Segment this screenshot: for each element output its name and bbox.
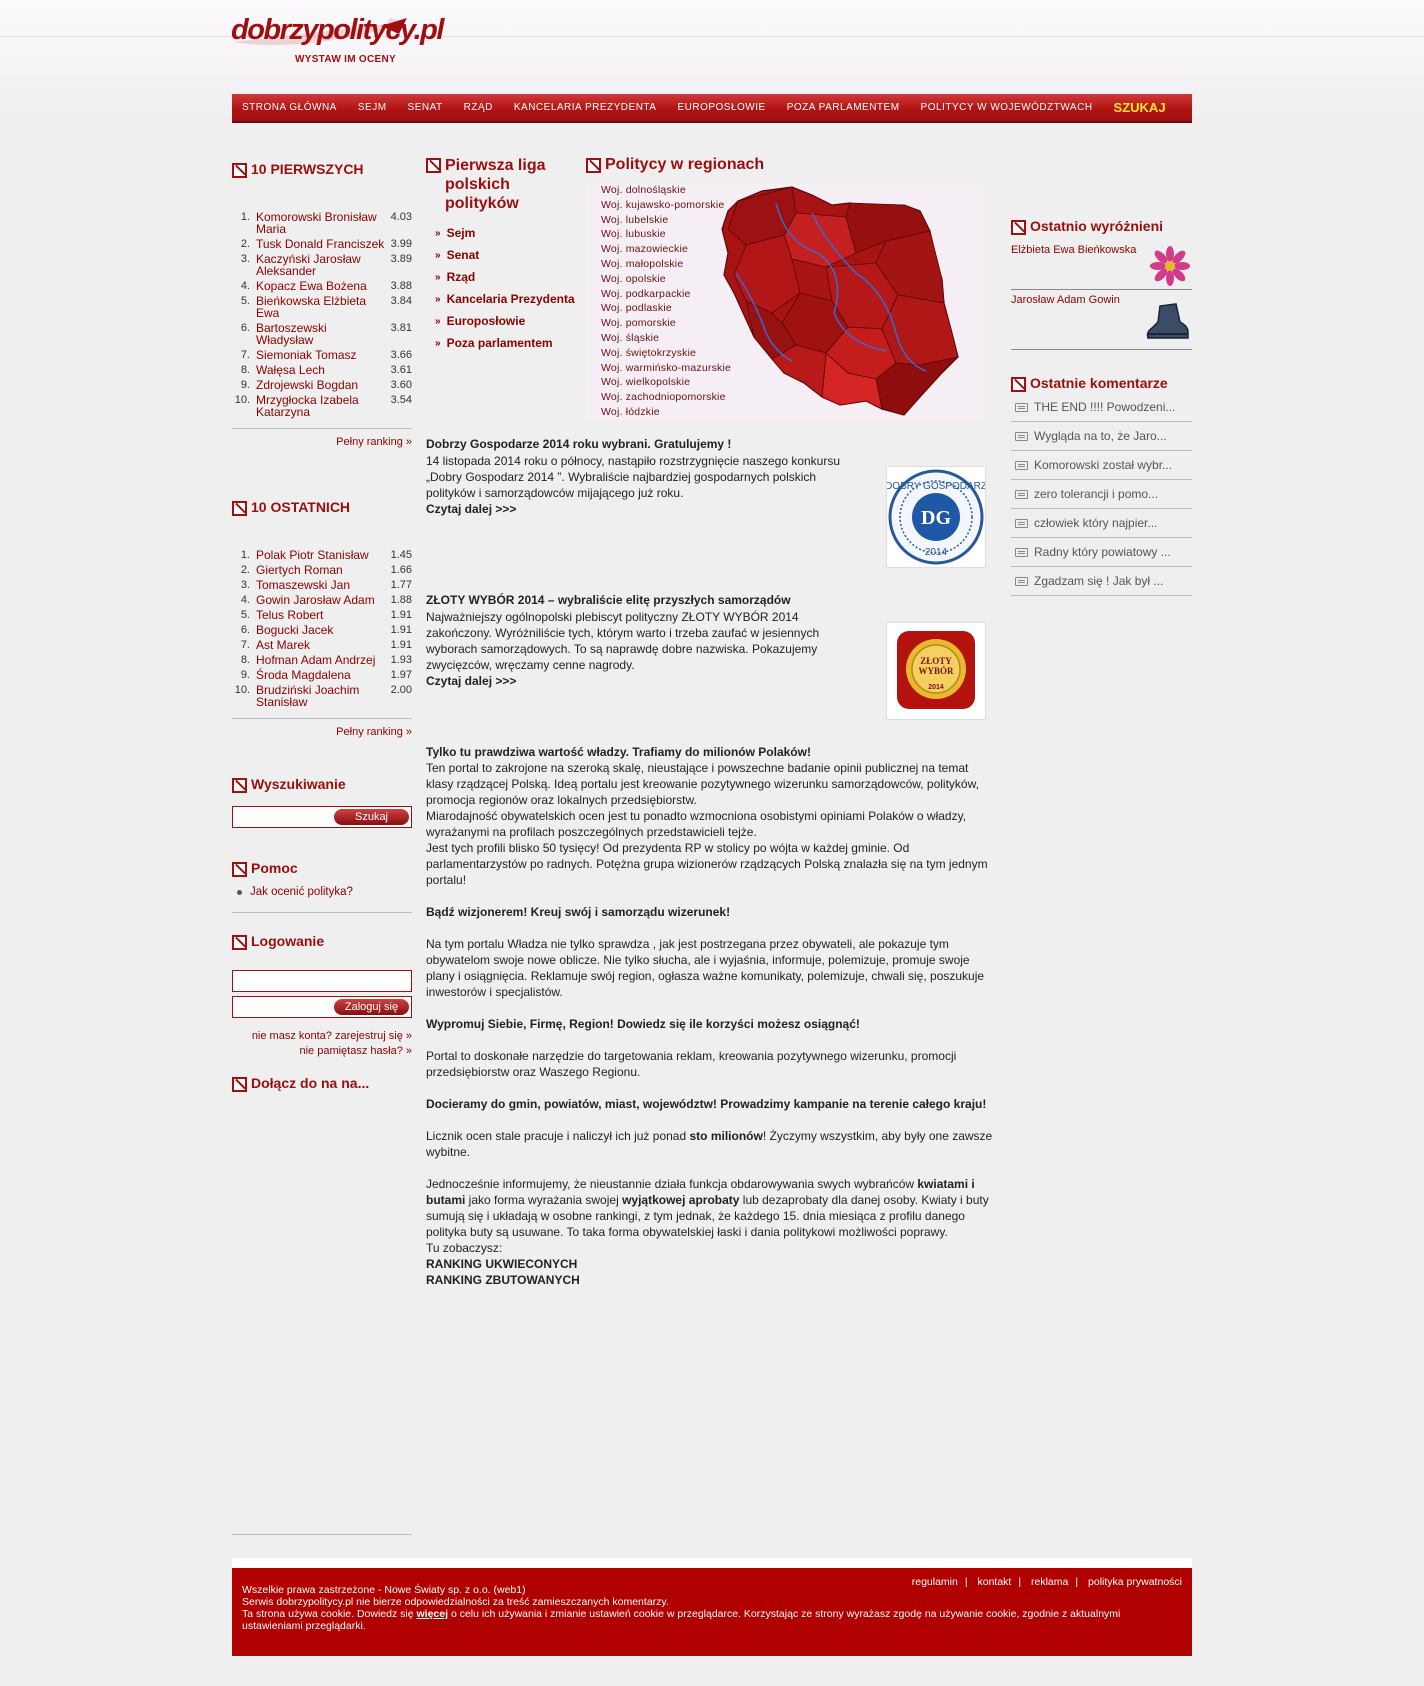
paragraph: Jest tych profili blisko 50 tysięcy! Od prezydenta RP w stolicy po wójta w każdej gminie. Od parlamentarzystów po radnych. Potężna grupa wizionerów rządzących Polską znalazła się na tym jednym portalu! (426, 841, 988, 887)
seal-icon (887, 467, 985, 567)
top10-section (232, 161, 412, 448)
paragraph: Portal to doskonałe narzędzie do targetowania reklam, kreowania pozytywnego wizerunku, promocji przedsiębiorstw oraz Waszego Regionu. (426, 1049, 957, 1079)
search-input[interactable] (232, 806, 412, 828)
rating-value: 1.91 (390, 609, 412, 621)
region-link[interactable]: Woj. pomorskie (601, 317, 676, 330)
rank-number: 5. (240, 609, 250, 621)
laurel-badge-icon (887, 623, 985, 719)
comment-icon (1015, 548, 1028, 557)
league-link[interactable]: » Poza parlamentem (435, 336, 553, 350)
politician-link[interactable]: Polak Piotr Stanisław (256, 548, 369, 562)
ranking-row[interactable] (232, 394, 412, 418)
comment-item[interactable]: Radny który powiatowy ... (1011, 538, 1192, 567)
rating-value: 1.88 (390, 594, 412, 606)
svg-text:ZŁOTY: ZŁOTY (920, 656, 952, 666)
rank-number: 4. (240, 594, 250, 606)
chevron-right-icon: » (435, 271, 441, 283)
comment-icon (1015, 490, 1028, 499)
ranking-row[interactable] (232, 639, 412, 651)
login-title: Logowanie (232, 933, 412, 950)
politician-link[interactable]: Bieńkowska Elżbieta Ewa (256, 294, 367, 320)
chevron-right-icon: » (435, 227, 441, 239)
arrow-icon (232, 501, 247, 516)
login-password-field[interactable] (232, 996, 412, 1018)
ranking-row[interactable] (232, 579, 412, 591)
rank-number: 6. (240, 322, 250, 334)
politician-link[interactable]: Gowin Jarosław Adam (256, 593, 375, 607)
footer-link-kontakt[interactable]: kontakt (977, 1576, 1012, 1588)
top10-list (232, 211, 412, 418)
regions-title-wrap (586, 156, 764, 174)
rating-value: 3.81 (390, 322, 412, 334)
rating-value: 1.66 (390, 564, 412, 576)
politician-link[interactable]: Środa Magdalena (256, 668, 351, 682)
rank-number: 8. (240, 654, 250, 666)
region-link[interactable]: Woj. podlaskie (601, 302, 672, 315)
region-link[interactable]: Woj. lubuskie (601, 228, 666, 241)
paragraph: Ten portal to zakrojone na szeroką skalę, nieustające i powszechne badanie opinii publicznej na temat klasy rządzącej Polską. Ideą portalu jest kreowanie pozytywnego wizerunku samorządowców, polityków, promocja regionów oraz lokalnych przedsiębiorstw. (426, 761, 979, 807)
rank-number: 7. (240, 639, 250, 651)
chevron-right-icon: » (435, 293, 441, 305)
comment-item[interactable]: Zgadzam się ! Jak był ... (1011, 567, 1192, 596)
league-link[interactable]: » Europosłowie (435, 314, 526, 328)
region-link[interactable]: Woj. świętokrzyskie (601, 346, 697, 359)
login-username-field[interactable] (232, 970, 412, 992)
nav-poza-parlamentem[interactable]: POZA PARLAMENTEM (786, 102, 900, 113)
rating-value: 3.84 (390, 295, 412, 307)
league-link[interactable]: » Sejm (435, 226, 476, 240)
ranking-row[interactable] (232, 609, 412, 621)
article-main (426, 744, 998, 1288)
ranking-shoes-link[interactable]: RANKING ZBUTOWANYCH (426, 1273, 580, 1287)
politician-link[interactable]: Bogucki Jacek (256, 623, 334, 637)
article-body: 14 listopada 2014 roku o północy, nastąpiło rozstrzygnięcie naszego konkursu „Dobry Gospodarz 2014 ”. Wybraliście najbardziej gospodarnych polskich polityków i samorządowców mijającego już roku. (426, 454, 841, 500)
svg-text:WYBÓR: WYBÓR (918, 666, 954, 676)
site-logo[interactable] (231, 12, 443, 68)
arrow-icon (1011, 220, 1026, 235)
bottom10-more-link[interactable]: Pełny ranking » (336, 726, 412, 738)
join-title: Dołącz do na na... (232, 1075, 412, 1092)
heading: Bądź wizjonerem! Kreuj swój i samorządu wizerunek! (426, 905, 731, 919)
league-title: Pierwsza liga polskich polityków (426, 156, 576, 213)
heading: Wypromuj Siebie, Firmę, Region! Dowiedz się ile korzyści możesz osiągnąć! (426, 1017, 860, 1031)
rating-value: 1.91 (390, 624, 412, 636)
region-link[interactable]: Woj. łódzkie (601, 405, 660, 418)
login-section (232, 933, 412, 1057)
main-nav (232, 94, 1192, 123)
ranking-row[interactable] (232, 238, 412, 250)
politician-link[interactable]: Telus Robert (256, 608, 324, 622)
politician-link[interactable]: Zdrojewski Bogdan (256, 378, 359, 392)
ranking-row[interactable] (232, 322, 412, 346)
nav-home[interactable]: STRONA GŁÓWNA (242, 102, 337, 113)
arrow-icon (426, 158, 441, 173)
footer-cookie-notice: Ta strona używa cookie. Dowiedz się więcej o celu ich używania i zmianie ustawień cookie w przeglądarce. Korzystając ze strony wyrażasz zgodę na używanie cookie, zgodnie z aktualnymi ustawieniami przeglądarki. (242, 1608, 1121, 1632)
ranking-row[interactable] (232, 295, 412, 319)
search-button[interactable]: Szukaj (334, 809, 409, 825)
league-link[interactable]: » Kancelaria Prezydenta (435, 292, 575, 306)
bottom10-list (232, 549, 412, 708)
ranking-row[interactable] (232, 594, 412, 606)
league-link[interactable]: » Senat (435, 248, 480, 262)
chevron-right-icon: » (435, 315, 441, 327)
league-section (426, 156, 576, 354)
comment-item[interactable]: zero tolerancji i pomo... (1011, 480, 1192, 509)
ranking-row[interactable] (232, 364, 412, 376)
rank-number: 5. (240, 295, 250, 307)
recent-name[interactable]: Jarosław Adam Gowin (1011, 294, 1120, 306)
recent-name[interactable]: Elżbieta Ewa Bieńkowska (1011, 244, 1137, 256)
help-link[interactable]: Jak ocenić polityka? (250, 886, 353, 898)
rating-value: 4.03 (390, 211, 412, 223)
nav-sejm[interactable]: SEJM (357, 102, 387, 113)
politician-link[interactable]: Siemoniak Tomasz (256, 348, 357, 362)
footer-disclaimer: Serwis dobrzypolitycy.pl nie bierze odpowiedzialności za treść zamieszczanych komentarzy. (242, 1596, 669, 1608)
comments-title: Ostatnie komentarze (1011, 375, 1192, 392)
region-link[interactable]: Woj. dolnośląskie (601, 184, 686, 196)
comment-item[interactable]: Komorowski został wybr... (1011, 451, 1192, 480)
heading: Docieramy do gmin, powiatów, miast, województw! Prowadzimy kampanie na terenie całego kraju! (426, 1097, 987, 1111)
region-link[interactable]: Woj. warmińsko-mazurskie (601, 361, 732, 374)
politician-link[interactable]: Kaczyński Jarosław Aleksander (256, 252, 361, 278)
rating-value: 3.99 (390, 238, 412, 250)
footer (232, 1568, 1192, 1656)
article-title[interactable]: ZŁOTY WYBÓR 2014 – wybraliście elitę przyszłych samorządów (426, 593, 791, 607)
politician-link[interactable]: Hofman Adam Andrzej (256, 653, 376, 667)
ranking-row[interactable] (232, 654, 412, 666)
rank-number: 3. (240, 579, 250, 591)
read-more-link[interactable]: Czytaj dalej >>> (426, 674, 517, 688)
rank-number: 10. (234, 684, 250, 696)
flower-icon (1150, 246, 1190, 286)
paragraph: Tu zobaczysz: (426, 1241, 503, 1255)
region-link[interactable]: Woj. małopolskie (601, 257, 684, 270)
article-title[interactable]: Dobrzy Gospodarze 2014 roku wybrani. Gratulujemy ! (426, 437, 732, 451)
read-more-link[interactable]: Czytaj dalej >>> (426, 502, 517, 516)
ranking-row[interactable] (232, 379, 412, 391)
comment-icon (1015, 519, 1028, 528)
rating-value: 1.91 (390, 639, 412, 651)
footer-link-privacy[interactable]: polityka prywatności (1088, 1576, 1182, 1588)
league-link[interactable]: » Rząd (435, 270, 476, 284)
svg-text:2014: 2014 (924, 547, 948, 558)
footer-copyright: Wszelkie prawa zastrzeżone - Nowe Światy sp. z o.o. (web1) (242, 1584, 526, 1596)
ranking-row[interactable] (232, 669, 412, 681)
bottom10-title: 10 OSTATNICH (232, 499, 412, 516)
politician-link[interactable]: Giertych Roman (256, 563, 343, 577)
rank-number: 1. (240, 549, 250, 561)
ranking-row[interactable] (232, 549, 412, 561)
politician-link[interactable]: Wałęsa Lech (256, 363, 325, 377)
divider (232, 718, 412, 719)
league-list (426, 222, 576, 354)
arrow-icon (232, 778, 247, 793)
comment-icon (1015, 403, 1028, 412)
rank-number: 7. (240, 349, 250, 361)
footer-link-regulamin[interactable]: regulamin (911, 1576, 958, 1588)
divider (232, 1534, 412, 1535)
nav-rzad[interactable]: RZĄD (463, 102, 493, 113)
region-link[interactable]: Woj. opolskie (601, 272, 666, 285)
region-link[interactable]: Woj. lubelskie (601, 213, 669, 226)
rating-value: 3.61 (390, 364, 412, 376)
recent-item[interactable] (1011, 244, 1192, 290)
ranking-row[interactable] (232, 211, 412, 235)
zloty-wybor-badge[interactable] (886, 622, 986, 720)
rating-value: 3.89 (390, 253, 412, 265)
chevron-right-icon: » (435, 249, 441, 261)
politician-link[interactable]: Kopacz Ewa Bożena (256, 279, 367, 293)
arrow-icon (586, 158, 601, 173)
regions-list (601, 183, 731, 420)
region-link[interactable]: Woj. podkarpackie (601, 287, 691, 300)
svg-text:2014: 2014 (928, 684, 944, 691)
nav-search[interactable]: SZUKAJ (1113, 100, 1166, 115)
cookie-more-link[interactable]: więcej (416, 1608, 449, 1620)
paragraph: Miarodajność obywatelskich ocen jest tu ponadto wzmocniona osobistymi opiniami Polaków o władzy, wyrażanymi na profilach poszczególnych przedstawicieli tejże. (426, 809, 967, 839)
comment-icon (1015, 577, 1028, 586)
rating-value: 1.93 (390, 654, 412, 666)
rank-number: 8. (240, 364, 250, 376)
politician-link[interactable]: Komorowski Bronisław Maria (256, 210, 377, 236)
bottom10-section (232, 499, 412, 738)
rating-value: 1.97 (390, 669, 412, 681)
ranking-flowers-link[interactable]: RANKING UKWIECONYCH (426, 1257, 578, 1271)
article-title: Tylko tu prawdziwa wartość władzy. Trafiamy do milionów Polaków! (426, 745, 811, 759)
paragraph: Na tym portalu Władza nie tylko sprawdza , jak jest postrzegana przez obywateli, ale pokazuje tym obywatelom swoje nowe oblicze. Nie tylko słucha, ale i wyjaśnia, informuje, polemizuje, promuje swoje plany i osiągnięcia. Reklamuje swój region, ogłasza ważne komunikaty, polemizuje, chwali się, poszukuje inwestorów i specjalistów. (426, 937, 985, 999)
ranking-row[interactable] (232, 564, 412, 576)
search-title: Wyszukiwanie (232, 776, 412, 793)
header-divider (0, 36, 1424, 37)
region-link[interactable]: Woj. zachodniopomorskie (601, 391, 726, 404)
rank-number: 2. (240, 564, 250, 576)
rating-value: 2.00 (390, 684, 412, 696)
top10-title: 10 PIERWSZYCH (232, 161, 412, 178)
bullet-icon (237, 890, 242, 895)
divider (232, 428, 412, 429)
comment-icon (1015, 461, 1028, 470)
politician-link[interactable]: Ast Marek (256, 638, 311, 652)
logo-tagline: WYSTAW IM OCENY (295, 54, 396, 65)
comment-item[interactable]: Wygląda na to, że Jaro... (1011, 422, 1192, 451)
comment-item[interactable]: THE END !!!! Powodzeni... (1011, 393, 1192, 422)
ranking-row[interactable] (232, 280, 412, 292)
ranking-row[interactable] (232, 684, 412, 708)
join-section (232, 1075, 412, 1092)
rating-value: 3.54 (390, 394, 412, 406)
search-section (232, 776, 412, 828)
nav-europoslowie[interactable]: EUROPOSŁOWIE (677, 102, 766, 113)
chevron-right-icon: » (435, 337, 441, 349)
ranking-row[interactable] (232, 624, 412, 636)
register-link[interactable]: nie masz konta? zarejestruj się » (251, 1030, 412, 1042)
rank-number: 3. (240, 253, 250, 265)
nav-senat[interactable]: SENAT (407, 102, 443, 113)
rank-number: 9. (240, 669, 250, 681)
rank-number: 10. (234, 394, 250, 406)
divider (232, 912, 412, 913)
comment-item[interactable]: człowiek który najpier... (1011, 509, 1192, 538)
rank-number: 9. (240, 379, 250, 391)
region-link[interactable]: Woj. śląskie (601, 331, 660, 344)
svg-text:DG: DG (921, 507, 951, 529)
paragraph: Jednocześnie informujemy, że nieustannie działa funkcja obdarowywania swych wybrańców kwiatami i butami jako forma wyrażania swojej wyjątkowej aprobaty lub dezaprobaty dla danej osoby. Kwiaty i buty sumują się i układają w osobne rankingi, z tym jednak, że każdego 15. dnia miesiąca z profilu danego polityka buty są usuwane. To taka forma obywatelskiej łaski i dania politykowi możliwości poprawy. (426, 1177, 989, 1239)
comments-section (1011, 375, 1192, 596)
arrow-icon (232, 935, 247, 950)
rank-number: 6. (240, 624, 250, 636)
politician-link[interactable]: Tusk Donald Franciszek (256, 237, 385, 251)
rating-value: 3.60 (390, 379, 412, 391)
politician-link[interactable]: Mrzygłocka Izabela Katarzyna (256, 393, 359, 419)
politician-link[interactable]: Tomaszewski Jan (256, 578, 351, 592)
ranking-row[interactable] (232, 253, 412, 277)
paragraph: Licznik ocen stale pracuje i naliczył ich już ponad sto milionów! Życzymy wszystkim, aby były one zawsze wybitne. (426, 1129, 993, 1159)
svg-text:DOBRY GOSPODARZ: DOBRY GOSPODARZ (887, 481, 985, 492)
footer-links: regulamin | kontakt | reklama | polityka prywatności (911, 1576, 1182, 1588)
logo-text: dobrzypolitycy.pl (231, 14, 443, 46)
arrow-icon (1011, 377, 1026, 392)
arrow-icon (232, 862, 247, 877)
arrow-icon (232, 163, 247, 178)
ranking-row[interactable] (232, 349, 412, 361)
rating-value: 1.45 (390, 549, 412, 561)
rating-value: 3.88 (390, 280, 412, 292)
help-title: Pomoc (232, 860, 412, 877)
recent-title: Ostatnio wyróżnieni (1011, 218, 1192, 235)
rank-number: 4. (240, 280, 250, 292)
politician-link[interactable]: Brudziński Joachim Stanisław (256, 683, 360, 709)
rank-number: 2. (240, 238, 250, 250)
dobry-gospodarz-badge[interactable] (886, 466, 986, 568)
region-link[interactable]: Woj. wielkopolskie (601, 376, 691, 389)
rating-value: 1.77 (390, 579, 412, 591)
footer-link-reklama[interactable]: reklama (1031, 1576, 1069, 1588)
comment-icon (1015, 432, 1028, 441)
help-section (232, 860, 412, 913)
top10-more-link[interactable]: Pełny ranking » (336, 436, 412, 448)
region-link[interactable]: Woj. mazowieckie (601, 243, 689, 256)
arrow-icon (232, 1077, 247, 1092)
regions-title: Politycy w regionach (586, 156, 764, 174)
nav-wojewodztwa[interactable]: POLITYCY W WOJEWÓDZTWACH (920, 102, 1093, 113)
region-link[interactable]: Woj. kujawsko-pomorskie (601, 198, 725, 211)
rank-number: 1. (240, 211, 250, 223)
recent-awards-section (1011, 218, 1192, 350)
login-button[interactable]: Zaloguj się (334, 999, 409, 1015)
politician-link[interactable]: Bartoszewski Władysław (256, 321, 327, 347)
recent-item[interactable] (1011, 294, 1192, 350)
shoe-icon (1144, 300, 1190, 342)
rating-value: 3.66 (390, 349, 412, 361)
comments-list (1011, 393, 1192, 596)
footer-top-strip (232, 1558, 1192, 1568)
forgot-password-link[interactable]: nie pamiętasz hasła? » (299, 1045, 412, 1057)
nav-kancelaria[interactable]: KANCELARIA PREZYDENTA (513, 102, 657, 113)
article-body: Najważniejszy ogólnopolski plebiscyt polityczny ZŁOTY WYBÓR 2014 zakończony. Wyróżniliście tych, którym warto i trzeba zaufać w jesiennych wyborach samorządowych. To są naprawdę dobre nazwiska. Pokazujemy zwycięzców, wręczamy cenne nagrody. (426, 610, 820, 672)
